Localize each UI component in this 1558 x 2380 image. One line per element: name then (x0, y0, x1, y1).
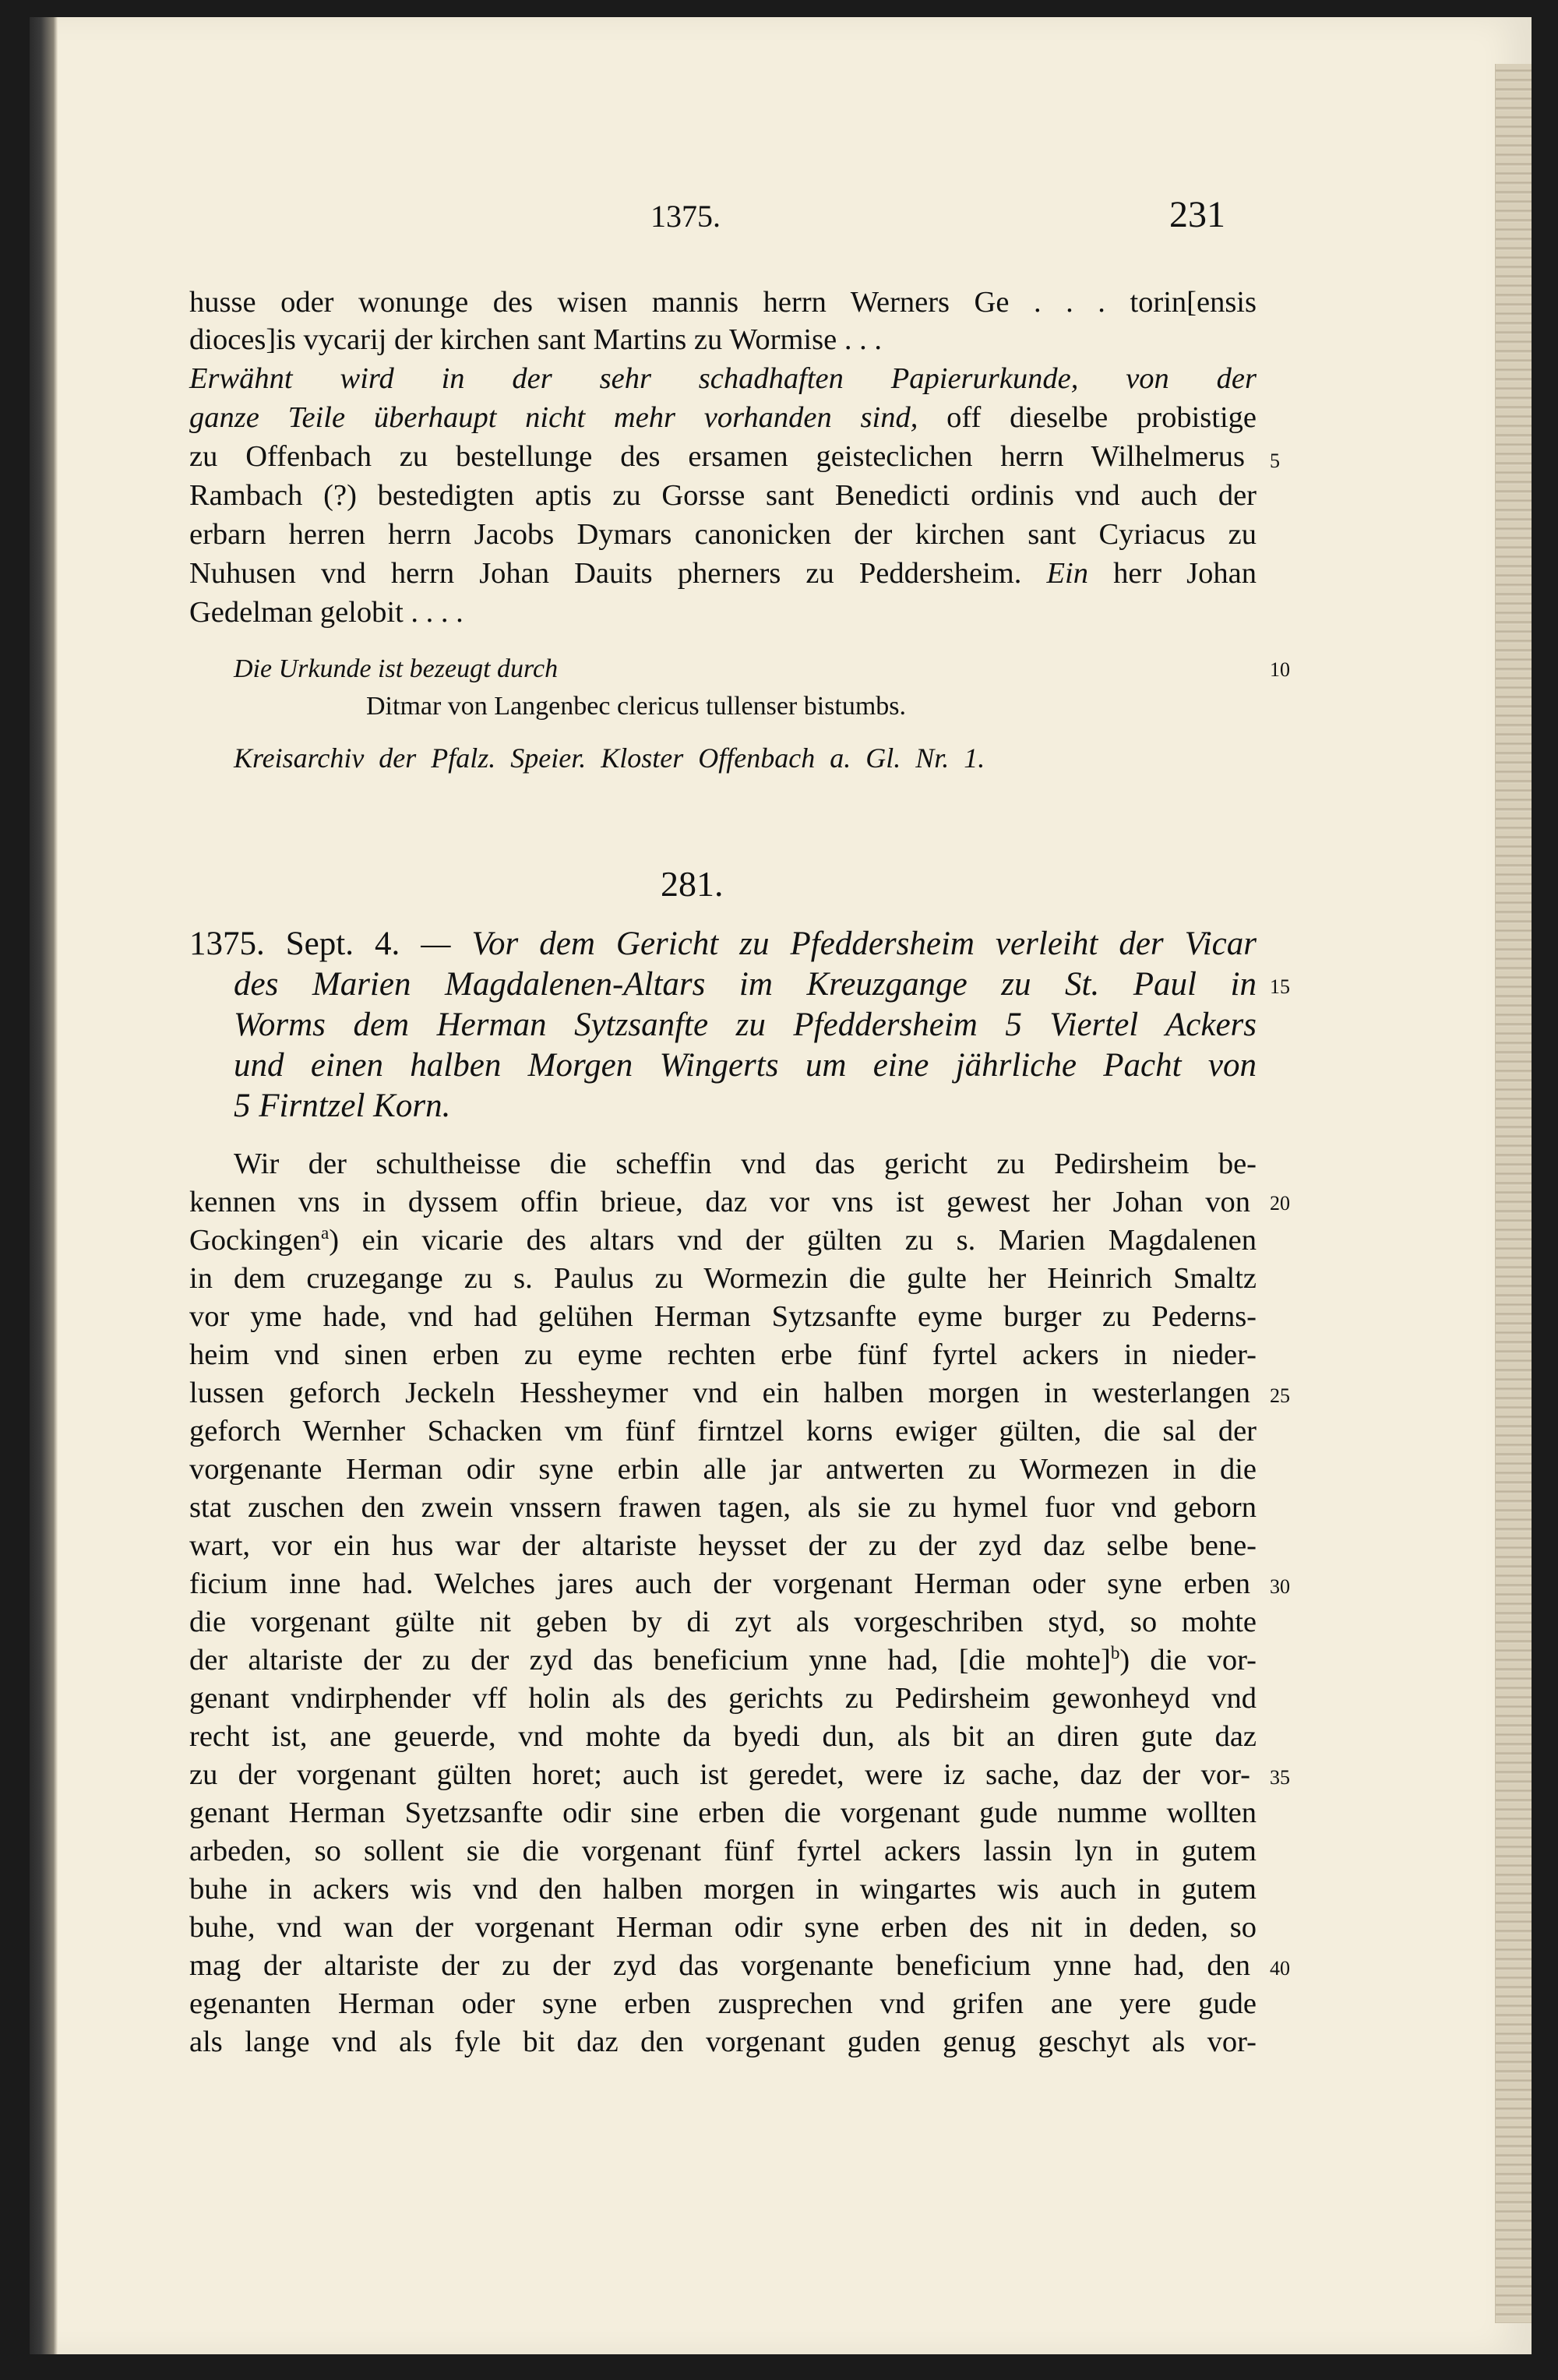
continuation-line (189, 399, 1257, 436)
continuation-line: dioces]is vycarij der kirchen sant Martins zu Wormise . . . (189, 323, 882, 356)
body-line: ficium inne had. Welches jares auch der vorgenant Herman oder syne erben (189, 1567, 1250, 1600)
body-line: geforch Wernher Schacken vm fünf firntzel korns ewiger gülten, die sal der (189, 1415, 1257, 1447)
body-line: als lange vnd als fyle bit daz den vorgenant guden genug geschyt als vor- (189, 2026, 1257, 2058)
body-line: buhe in ackers wis vnd den halben morgen in wingartes wis auch in gutem (189, 1873, 1257, 1906)
body-line: buhe, vnd wan der vorgenant Herman odir syne erben des nit in deden, so (189, 1911, 1257, 1944)
text: Gockingen (189, 1224, 321, 1257)
page-gutter-shadow (30, 17, 58, 2354)
continuation-line: husse oder wonunge des wisen mannis herrn Werners Ge . . . torin[ensis (189, 286, 1257, 319)
margin-line-number: 35 (1270, 1766, 1290, 1789)
body-line: wart, vor ein hus war der altariste heysset der zu der zyd daz selbe bene- (189, 1529, 1257, 1562)
body-line: egenanten Herman oder syne erben zusprechen vnd grifen ane yere gude (189, 1987, 1257, 2020)
regest-date: 1375. Sept. 4. (189, 926, 400, 962)
footnote-marker-b: b (1110, 1642, 1120, 1663)
body-line: stat zuschen den zwein vnssern frawen tagen, als sie zu hymel fuor vnd geborn (189, 1491, 1257, 1524)
body-line: genant Herman Syetzsanfte odir sine erben die vorgenant gude numme wollten (189, 1796, 1257, 1829)
body-line: arbeden, so sollent sie die vorgenant fünf fyrtel ackers lassin lyn in gutem (189, 1835, 1257, 1867)
body-line: kennen vns in dyssem offin brieue, daz vor vns ist gewest her Johan von (189, 1186, 1250, 1218)
regest-line: Worms dem Herman Sytzsanfte zu Pfeddersheim 5 Viertel Ackers (234, 1007, 1257, 1043)
continuation-line: zu Offenbach zu bestellunge des ersamen geisteclichen herrn Wilhelmerus (189, 440, 1245, 473)
body-line: in dem cruzegange zu s. Paulus zu Wormezin die gulte her Heinrich Smaltz (189, 1262, 1257, 1295)
margin-line-number: 5 (1270, 450, 1280, 472)
body-line (189, 1222, 1257, 1259)
text: ) ein vicarie des altars vnd der gülten zu s. Marien Magdalenen (329, 1224, 1257, 1257)
running-header-year: 1375. (650, 199, 721, 234)
editorial-note: Erwähnt wird in der sehr schadhaften Papierurkunde, von der (189, 362, 1257, 395)
attestation-witness: Ditmar von Langenbec clericus tullenser bistumbs. (366, 692, 907, 721)
attestation-intro: Die Urkunde ist bezeugt durch (234, 654, 559, 683)
document-number: 281. (661, 864, 724, 904)
body-line: genant vndirphender vff holin als des gerichts zu Pedirsheim gewonheyd vnd (189, 1682, 1257, 1715)
regest-line: und einen halben Morgen Wingerts um eine jährliche Pacht von (234, 1047, 1257, 1084)
text-italic: Ein (1046, 557, 1088, 590)
regest-summary: — Vor dem Gericht zu Pfeddersheim verleiht der Vicar (421, 926, 1257, 962)
margin-line-number: 25 (1270, 1384, 1290, 1407)
regest-line: 5 Firntzel Korn. (234, 1088, 451, 1124)
body-line: Wir der schultheisse die scheffin vnd das gericht zu Pedirsheim be- (234, 1148, 1257, 1180)
margin-line-number: 30 (1270, 1575, 1290, 1598)
footnote-marker-a: a (320, 1222, 330, 1243)
text: der altariste der zu der zyd das beneficium ynne had, [die mohte] (189, 1644, 1111, 1677)
body-line: heim vnd sinen erben zu eyme rechten erbe fünf fyrtel ackers in nieder- (189, 1338, 1257, 1371)
text: ) die vor- (1119, 1644, 1257, 1677)
regest-first-line (189, 924, 1257, 964)
continuation-line (189, 555, 1257, 592)
body-line: zu der vorgenant gülten horet; auch ist geredet, were iz sache, daz der vor- (189, 1758, 1250, 1791)
editorial-note-cont: ganze Teile überhaupt nicht mehr vorhanden sind, (189, 401, 918, 434)
margin-line-number: 20 (1270, 1192, 1290, 1215)
body-line: vor yme hade, vnd had gelühen Herman Sytzsanfte eyme burger zu Pederns- (189, 1300, 1257, 1333)
continuation-line: erbarn herren herrn Jacobs Dymars canonicken der kirchen sant Cyriacus zu (189, 518, 1257, 551)
body-line: lussen geforch Jeckeln Hessheymer vnd ein halben morgen in westerlangen (189, 1377, 1250, 1409)
body-line: recht ist, ane geuerde, vnd mohte da byedi dun, als bit an diren gute daz (189, 1720, 1257, 1753)
body-line: mag der altariste der zu der zyd das vorgenante beneficium ynne had, den (189, 1949, 1250, 1982)
text-after-note: off dieselbe probistige (918, 401, 1257, 434)
margin-line-number: 15 (1270, 975, 1290, 998)
page-number: 231 (1169, 194, 1225, 235)
continuation-line: Gedelman gelobit . . . . (189, 596, 464, 629)
text: herr Johan (1087, 557, 1257, 590)
archive-source: Kreisarchiv der Pfalz. Speier. Kloster Offenbach a. Gl. Nr. 1. (234, 742, 985, 774)
book-page (30, 17, 1532, 2354)
page-fore-edge (1495, 64, 1532, 2323)
margin-line-number: 10 (1270, 658, 1290, 681)
body-line (189, 1641, 1257, 1679)
text: Nuhusen vnd herrn Johan Dauits pherners zu Peddersheim. (189, 557, 1047, 590)
body-line: vorgenante Herman odir syne erbin alle jar antwerten zu Wormezen in die (189, 1453, 1257, 1486)
continuation-line: Rambach (?) bestedigten aptis zu Gorsse sant Benedicti ordinis vnd auch der (189, 479, 1257, 512)
body-line: die vorgenant gülte nit geben by di zyt als vorgeschriben styd, so mohte (189, 1606, 1257, 1638)
margin-line-number: 40 (1270, 1957, 1290, 1980)
regest-line: des Marien Magdalenen-Altars im Kreuzgange zu St. Paul in (234, 966, 1257, 1003)
